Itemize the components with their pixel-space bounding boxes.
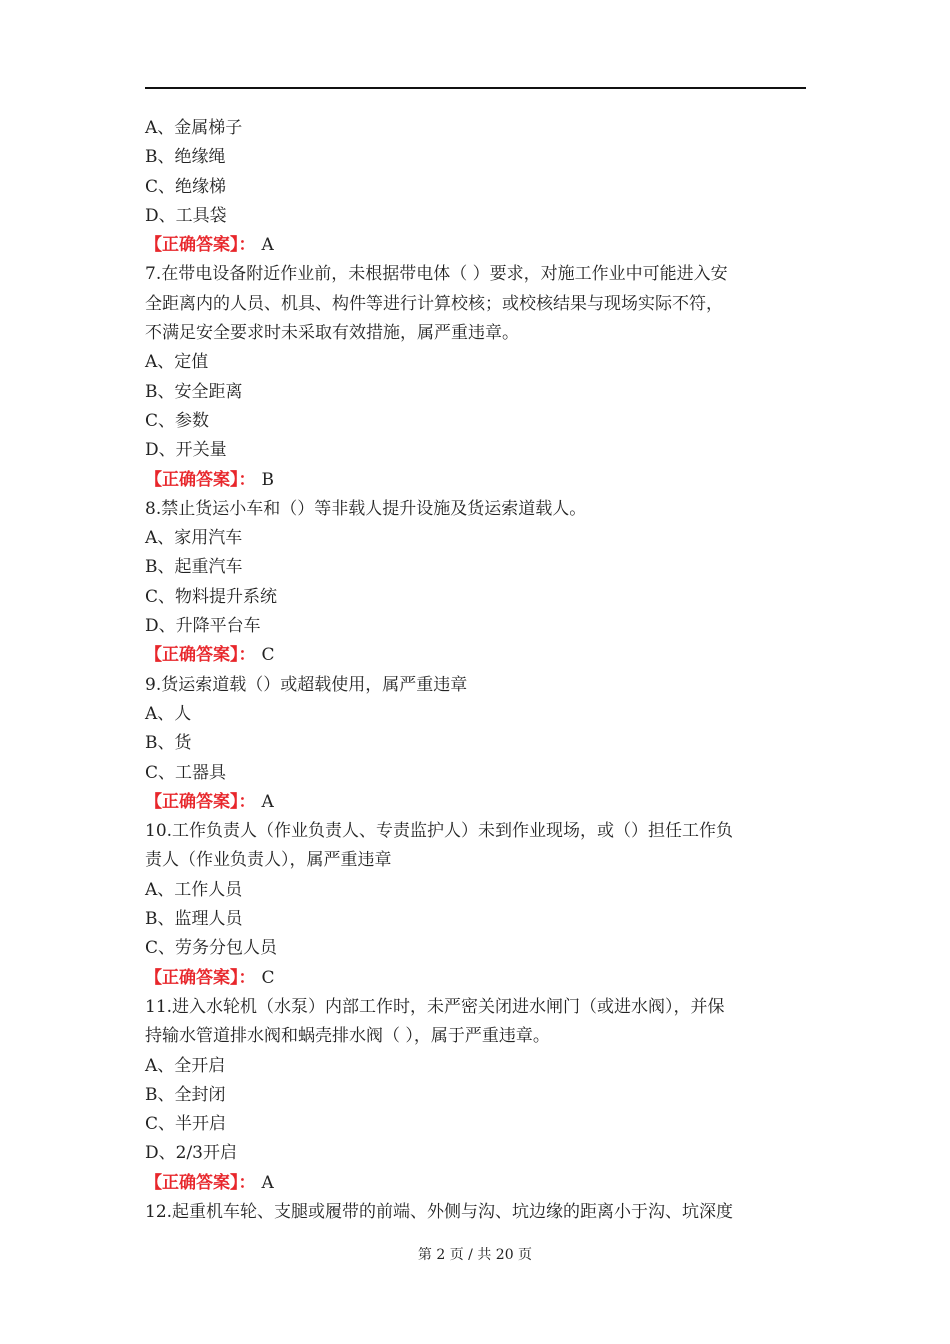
answer-option: B、货 [145,733,192,754]
correct-answer [145,788,807,817]
question-text-line: 持输水管道排水阀和蜗壳排水阀（ ），属于严重违章。 [145,1026,550,1047]
answer-option: A、全开启 [145,1055,226,1076]
correct-answer-value: A [261,791,274,812]
correct-answer [145,1169,807,1198]
answer-option: D、升降平台车 [145,616,261,637]
question-text-line: 12.起重机车轮、支腿或履带的前端、外侧与沟、坑边缘的距离小于沟、坑深度 [145,1201,734,1222]
question-text-line: 9.货运索道载（）或超载使用，属严重违章 [145,674,468,695]
correct-answer [145,231,807,260]
answer-option: B、绝缘绳 [145,147,226,168]
question-text-line: 全距离内的人员、机具、构件等进行计算校核；或校核结果与现场实际不符， [145,293,723,314]
correct-answer [145,641,807,670]
question-text-line: 不满足安全要求时未采取有效措施，属严重违章。 [145,323,519,344]
correct-answer-value: A [261,235,274,256]
page-footer: 第 2 页 / 共 20 页 [417,1247,533,1263]
correct-answer [145,466,807,495]
question-text-line: 责人（作业负责人），属严重违章 [145,850,392,871]
answer-option: D、工具袋 [145,205,227,226]
answer-option: B、全封闭 [145,1084,226,1105]
answer-option: A、定值 [145,352,209,373]
answer-option: C、劳务分包人员 [145,938,278,959]
question-text-line: 7.在带电设备附近作业前，未根据带电体（ ）要求，对施工作业中可能进入安 [145,264,728,285]
correct-answer-label: 【正确答案】： [145,235,256,256]
correct-answer-label: 【正确答案】： [145,1172,256,1193]
answer-option: C、半开启 [145,1114,227,1135]
answer-option: A、人 [145,703,192,724]
answer-option: A、金属梯子 [145,118,243,138]
correct-answer-value: B [261,469,274,490]
question-text-line: 11.进入水轮机（水泵）内部工作时，未严密关闭进水闸门（或进水阀），并保 [145,996,725,1017]
answer-option: D、开关量 [145,440,227,461]
answer-option: B、监理人员 [145,909,243,930]
question-text-line: 8.禁止货运小车和（）等非载人提升设施及货运索道载人。 [145,498,587,519]
answer-option: C、参数 [145,410,210,431]
answer-option: D、2/3开启 [145,1143,237,1164]
correct-answer-label: 【正确答案】： [145,791,256,812]
answer-option: C、工器具 [145,762,227,783]
answer-option: B、起重汽车 [145,557,243,578]
answer-option: B、安全距离 [145,381,243,402]
answer-option: C、物料提升系统 [145,586,278,607]
correct-answer-label: 【正确答案】： [145,469,256,490]
question-text-line: 10.工作负责人（作业负责人、专责监护人）未到作业现场，或（）担任工作负 [145,821,734,842]
correct-answer-label: 【正确答案】： [145,967,256,988]
header-rule [145,87,806,89]
correct-answer-value: C [261,645,275,666]
document-body [145,114,807,1227]
correct-answer-value: C [261,967,275,988]
correct-answer [145,964,807,993]
answer-option: A、家用汽车 [145,528,243,549]
answer-option: A、工作人员 [145,879,243,900]
correct-answer-label: 【正确答案】： [145,645,256,666]
answer-option: C、绝缘梯 [145,176,227,197]
correct-answer-value: A [261,1172,274,1193]
